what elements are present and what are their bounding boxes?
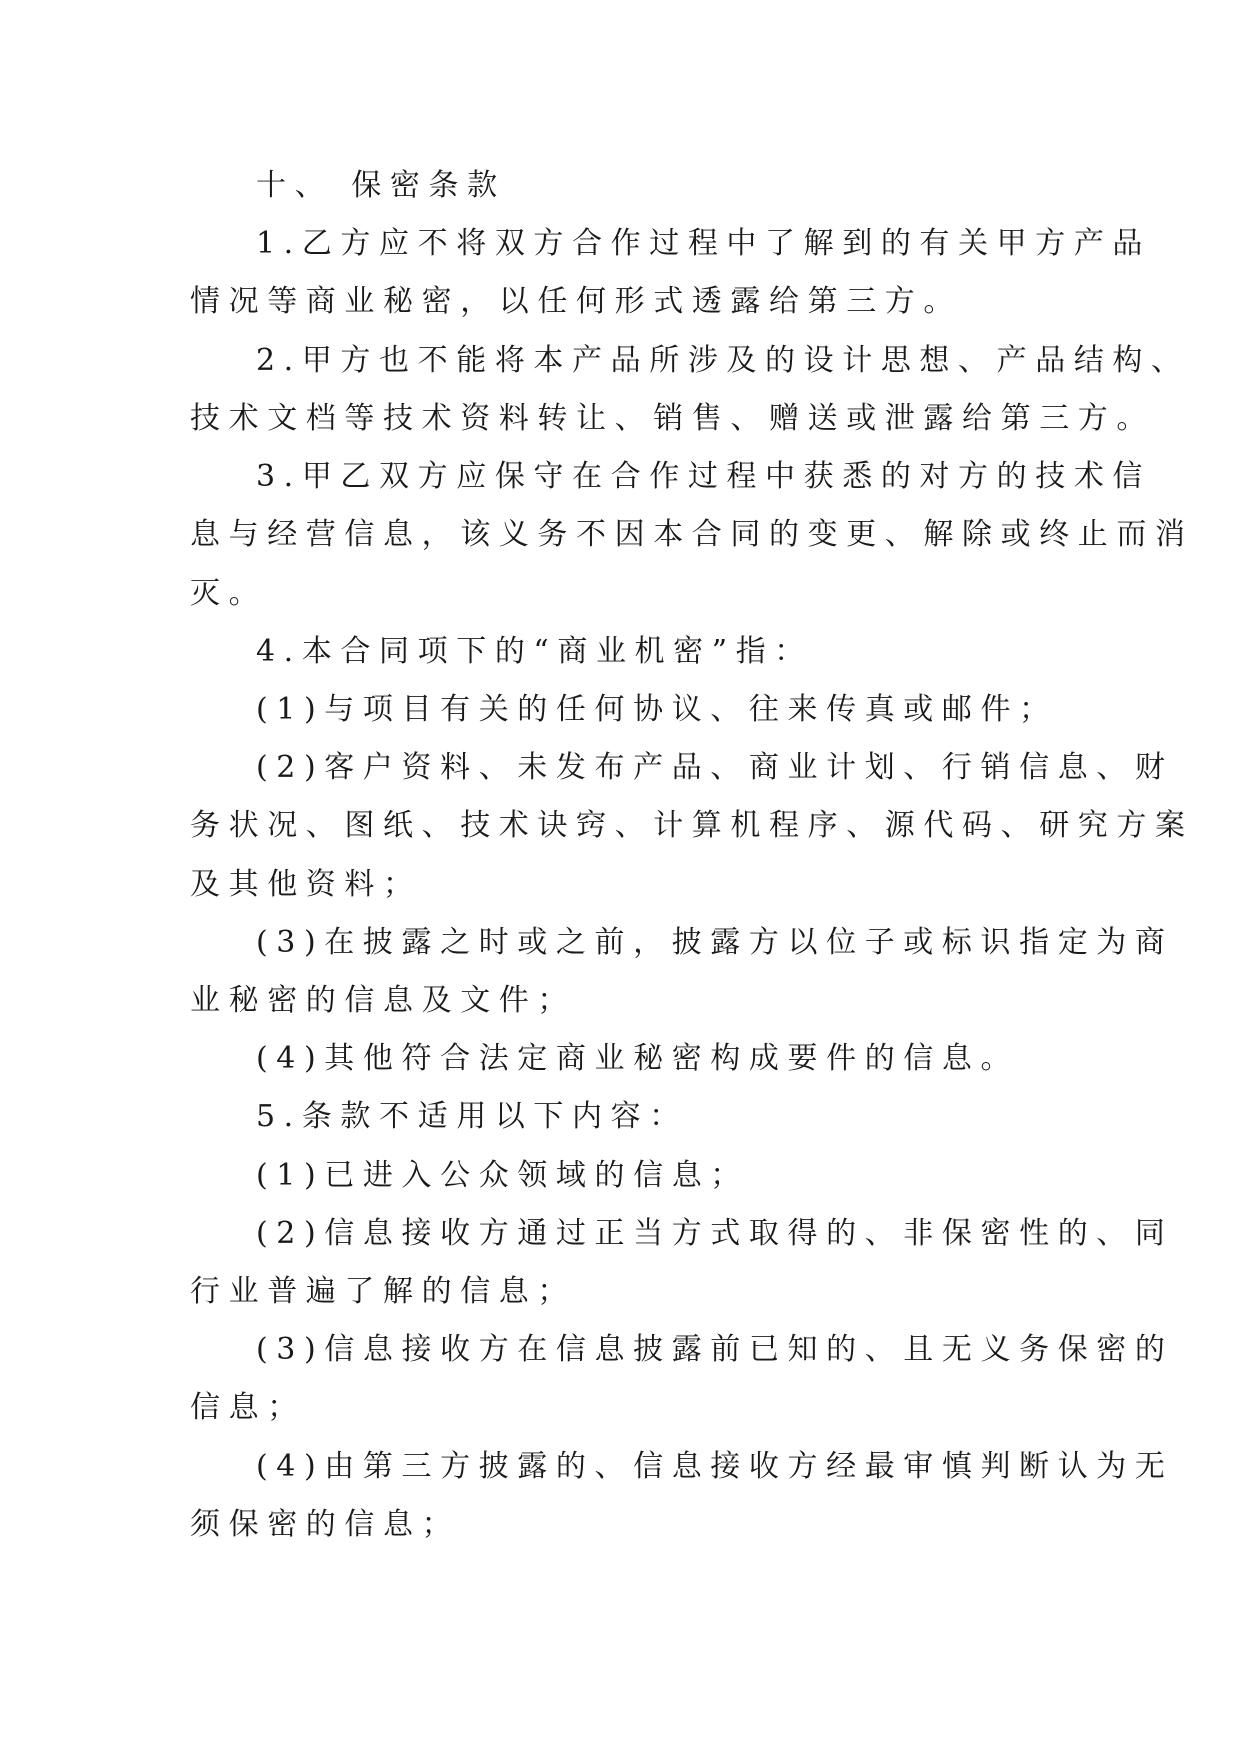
clause-3-line-3: 灭。 bbox=[190, 576, 268, 611]
clause-4-item-2-line-1: (2)客户资料、未发布产品、商业计划、行销信息、财 bbox=[256, 750, 1174, 785]
clause-3-line-2: 息与经营信息，该义务不因本合同的变更、解除或终止而消 bbox=[190, 517, 1194, 552]
clause-4-line-1: 4.本合同项下的“商业机密”指： bbox=[256, 634, 813, 669]
clause-4-item-1: (1)与项目有关的任何协议、往来传真或邮件； bbox=[256, 692, 1058, 727]
clause-5-item-4-line-1: (4)由第三方披露的、信息接收方经最审慎判断认为无 bbox=[256, 1449, 1174, 1484]
clause-5-line-1: 5.条款不适用以下内容： bbox=[256, 1099, 688, 1134]
clause-4-item-2-line-3: 及其他资料； bbox=[190, 867, 422, 902]
clause-1-line-2: 情况等商业秘密，以任何形式透露给第三方。 bbox=[190, 284, 962, 319]
clause-4-item-3-line-1: (3)在披露之时或之前，披露方以位子或标识指定为商 bbox=[256, 925, 1174, 960]
clause-4-item-3-line-2: 业秘密的信息及文件； bbox=[190, 983, 576, 1018]
clause-4-item-4: (4)其他符合法定商业秘密构成要件的信息。 bbox=[256, 1041, 1020, 1076]
clause-5-item-2-line-2: 行业普遍了解的信息； bbox=[190, 1274, 576, 1309]
clause-4-item-2-line-2: 务状况、图纸、技术诀窍、计算机程序、源代码、研究方案 bbox=[190, 808, 1194, 843]
clause-1-line-1: 1.乙方应不将双方合作过程中了解到的有关甲方产品 bbox=[256, 226, 1152, 261]
clause-5-item-4-line-2: 须保密的信息； bbox=[190, 1507, 461, 1542]
clause-5-item-3-line-2: 信息； bbox=[190, 1390, 306, 1425]
clause-3-line-1: 3.甲乙双方应保守在合作过程中获悉的对方的技术信 bbox=[256, 459, 1152, 494]
section-heading: 十、 保密条款 bbox=[256, 168, 506, 203]
clause-2-line-1: 2.甲方也不能将本产品所涉及的设计思想、产品结构、 bbox=[256, 343, 1190, 378]
clause-2-line-2: 技术文档等技术资料转让、销售、赠送或泄露给第三方。 bbox=[190, 401, 1155, 436]
clause-5-item-2-line-1: (2)信息接收方通过正当方式取得的、非保密性的、同 bbox=[256, 1216, 1174, 1251]
clause-5-item-1: (1)已进入公众领域的信息； bbox=[256, 1158, 749, 1193]
clause-5-item-3-line-1: (3)信息接收方在信息披露前已知的、且无义务保密的 bbox=[256, 1332, 1174, 1367]
